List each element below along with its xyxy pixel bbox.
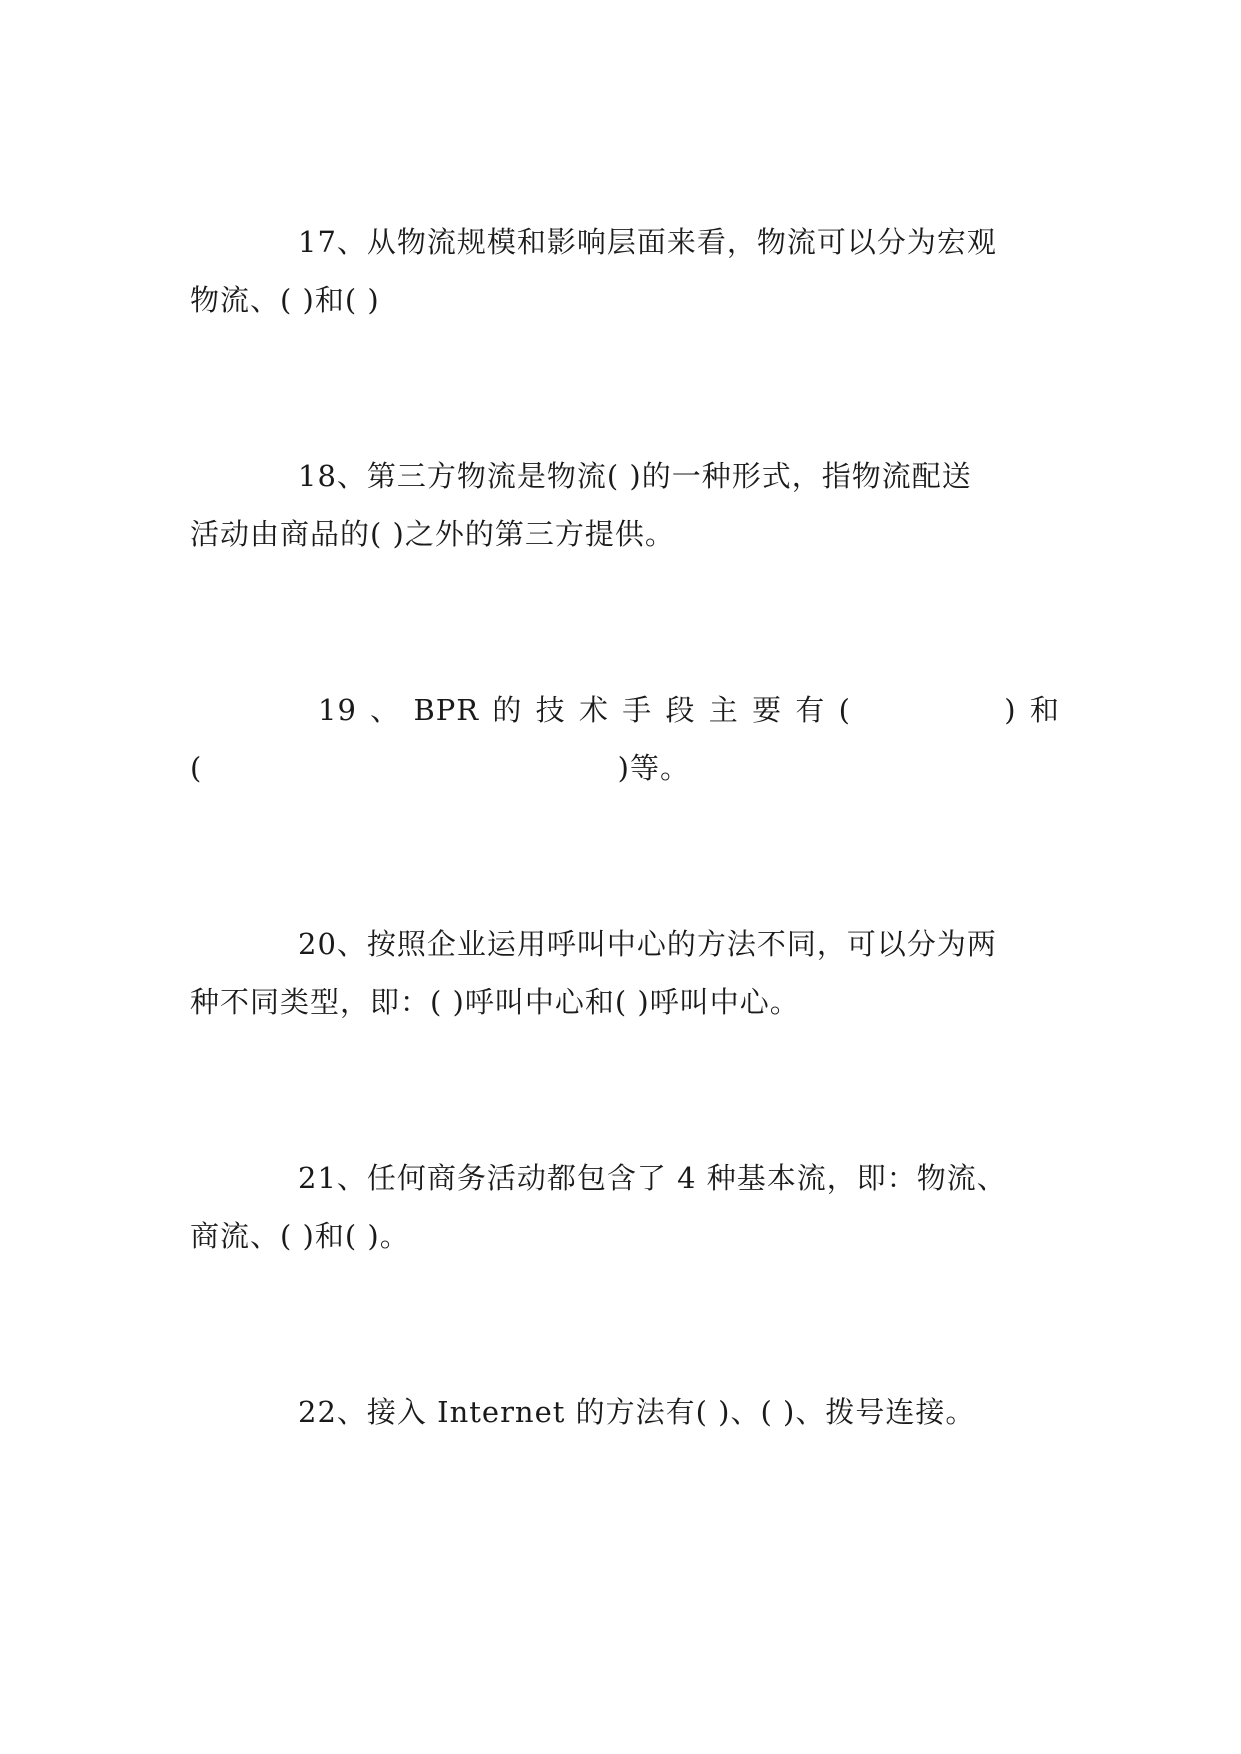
question-19-word: 术 bbox=[578, 693, 609, 727]
question-20 bbox=[190, 915, 1060, 1031]
question-21-line-2: 商流、( )和( )。 bbox=[190, 1219, 410, 1253]
question-19-line-2 bbox=[190, 739, 690, 797]
question-17-line-1: 17、从物流规模和影响层面来看，物流可以分为宏观 bbox=[298, 225, 997, 259]
question-18 bbox=[190, 447, 1060, 563]
question-19 bbox=[190, 681, 1060, 797]
question-18-line-1: 18、第三方物流是物流( )的一种形式，指物流配送 bbox=[298, 459, 972, 493]
question-19-word: 主 bbox=[708, 693, 739, 727]
question-19-word: 和 bbox=[1029, 693, 1060, 727]
question-22-line-1: 22、接入 Internet 的方法有( )、( )、拨号连接。 bbox=[298, 1395, 976, 1429]
question-19-word: 技 bbox=[535, 693, 566, 727]
question-21 bbox=[190, 1149, 1060, 1265]
question-19-close-paren: ) bbox=[1004, 693, 1017, 727]
question-19-word: 要 bbox=[752, 693, 783, 727]
question-19-line-2-close: )等。 bbox=[617, 751, 690, 785]
question-19-line-2-open: ( bbox=[190, 751, 203, 785]
question-19-word: 的 bbox=[492, 693, 523, 727]
question-19-separator: 、 bbox=[370, 693, 401, 727]
question-19-word: 段 bbox=[665, 693, 696, 727]
question-17 bbox=[190, 213, 1060, 329]
question-22 bbox=[190, 1383, 1060, 1441]
question-18-line-2: 活动由商品的( )之外的第三方提供。 bbox=[190, 517, 675, 551]
question-19-word: 有 bbox=[795, 693, 826, 727]
question-17-line-2: 物流、( )和( ) bbox=[190, 283, 380, 317]
question-19-bpr: BPR bbox=[413, 693, 480, 727]
question-21-line-1: 21、任何商务活动都包含了 4 种基本流，即：物流、 bbox=[298, 1161, 1007, 1195]
question-19-line-1 bbox=[190, 681, 1060, 739]
question-20-line-1: 20、按照企业运用呼叫中心的方法不同，可以分为两 bbox=[298, 927, 997, 961]
question-19-open-paren: ( bbox=[838, 693, 851, 727]
question-19-word: 手 bbox=[622, 693, 653, 727]
question-19-number: 19 bbox=[318, 693, 357, 727]
question-20-line-2: 种不同类型，即：( )呼叫中心和( )呼叫中心。 bbox=[190, 985, 800, 1019]
